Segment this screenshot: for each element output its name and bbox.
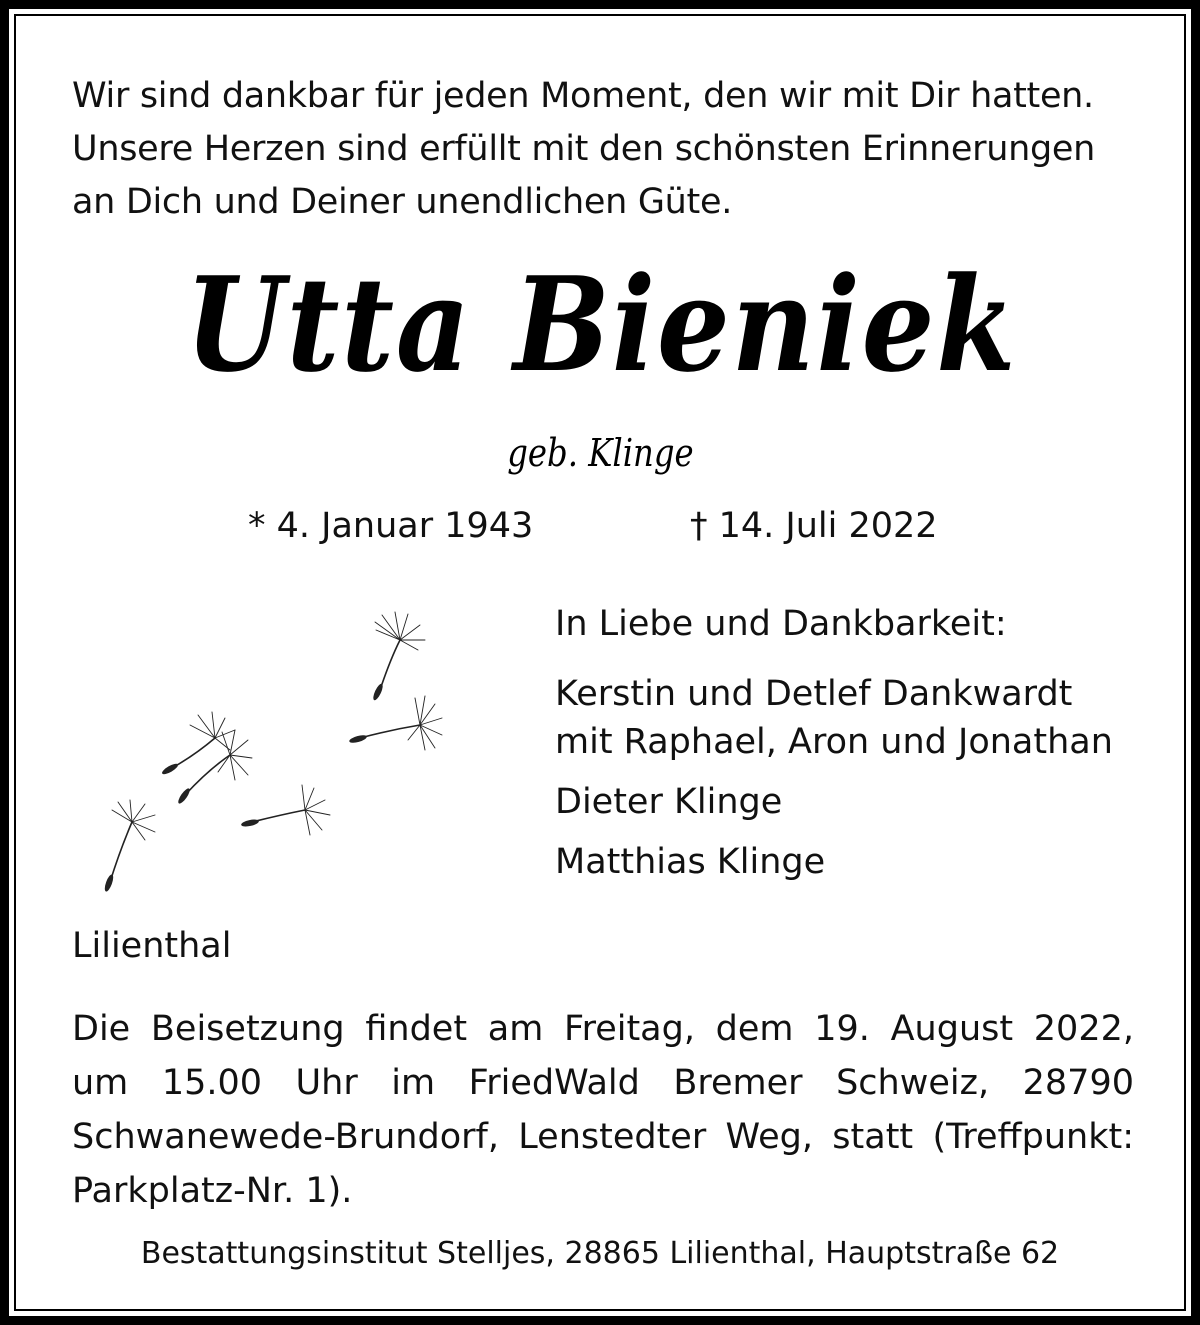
dandelion-seed-icon	[176, 730, 252, 805]
quote-line: an Dich und Deiner unendlichen Güte.	[72, 182, 733, 222]
dandelion-seed-icon	[161, 712, 235, 776]
dandelion-seed-icon	[241, 785, 330, 835]
opening-quote	[72, 70, 1142, 229]
burial-line: um 15.00 Uhr im FriedWald Bremer Schweiz, 28790	[72, 1063, 1134, 1103]
mourner-name: Dieter Klinge	[555, 782, 783, 822]
birth-date: * 4. Januar 1943	[248, 506, 534, 546]
mourner-name: Matthias Klinge	[555, 842, 826, 882]
dandelion-seed-icon	[103, 800, 155, 892]
quote-line: Wir sind dankbar für jeden Moment, den wir mit Dir hatten.	[72, 76, 1094, 116]
maiden-name: geb. Klinge	[507, 431, 694, 475]
place: Lilienthal	[72, 926, 232, 966]
burial-line: Schwanewede-Brundorf, Lenstedter Weg, statt (Treffpunkt:	[72, 1117, 1134, 1157]
mourners-intro: In Liebe und Dankbarkeit:	[555, 604, 1007, 644]
mourner-name: Kerstin und Detlef Dankwardt	[555, 674, 1073, 714]
quote-line: Unsere Herzen sind erfüllt mit den schönsten Erinnerungen	[72, 129, 1096, 169]
mourner-name: mit Raphael, Aron und Jonathan	[555, 722, 1113, 762]
funeral-home-footer: Bestattungsinstitut Stelljes, 28865 Lilienthal, Hauptstraße 62	[140, 1236, 1060, 1271]
burial-line: Parkplatz-Nr. 1).	[72, 1171, 353, 1211]
burial-notice	[72, 1002, 1134, 1218]
death-date: † 14. Juli 2022	[690, 506, 938, 546]
dandelion-seed-icon	[349, 696, 442, 750]
burial-line: Die Beisetzung findet am Freitag, dem 19. August 2022,	[72, 1009, 1134, 1049]
dandelion-seed-icon	[371, 612, 425, 701]
dandelion-seeds-icon	[90, 600, 470, 900]
deceased-name: Utta Bieniek	[185, 248, 1018, 401]
